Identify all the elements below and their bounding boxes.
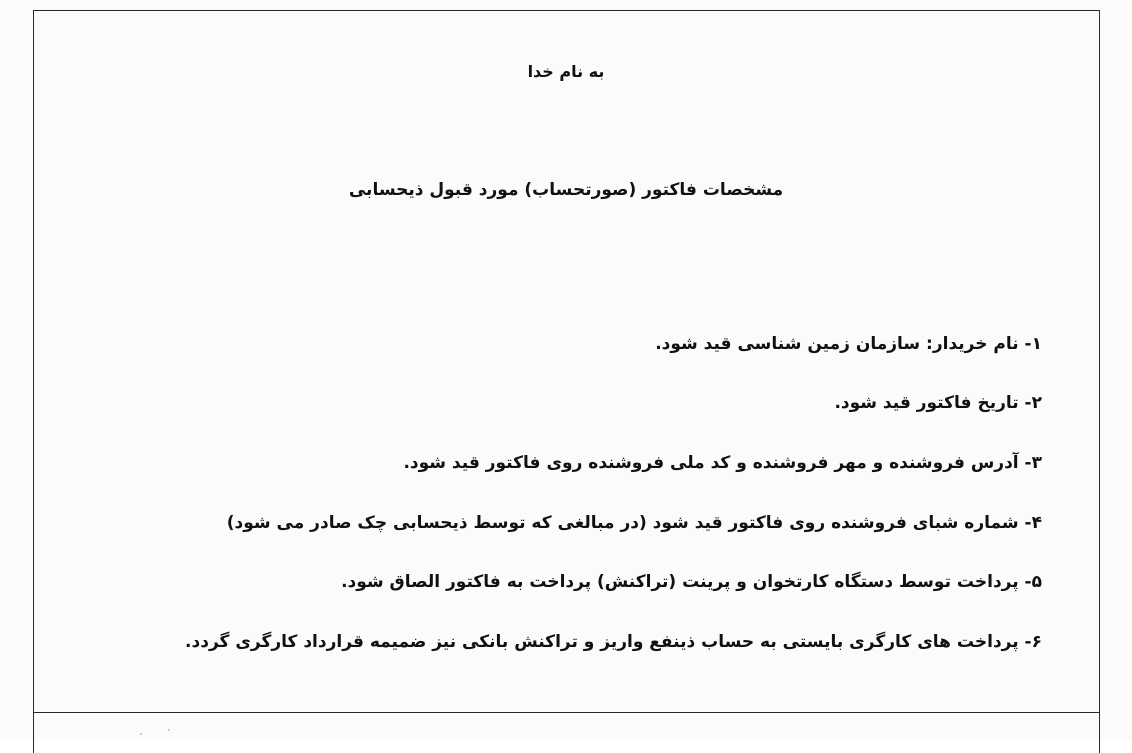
- document-border: [33, 10, 1100, 713]
- requirement-item-1: ۱- نام خریدار: سازمان زمین شناسی قید شود.: [655, 334, 1042, 354]
- bismillah-heading: به نام خدا: [527, 62, 605, 81]
- document-border-continuation: [33, 713, 1100, 753]
- scan-speck: [140, 733, 142, 735]
- document-title: مشخصات فاکتور (صورتحساب) مورد قبول ذیحسابی: [348, 180, 784, 200]
- requirement-item-4: ۴- شماره شبای فروشنده روی فاکتور قید شود (در مبالغی که توسط ذیحسابی چک صادر می شود): [226, 513, 1042, 533]
- requirement-item-3: ۳- آدرس فروشنده و مهر فروشنده و کد ملی فروشنده روی فاکتور قید شود.: [403, 453, 1042, 473]
- scan-speck: [168, 729, 170, 731]
- requirement-item-6: ۶- پرداخت های کارگری بایستی به حساب ذینفع واریز و تراکنش بانکی نیز ضمیمه قرارداد کارگری گردد.: [185, 632, 1042, 652]
- requirement-item-2: ۲- تاریخ فاکتور قید شود.: [834, 393, 1042, 413]
- requirement-item-5: ۵- پرداخت توسط دستگاه کارتخوان و پرینت (تراکنش) پرداخت به فاکتور الصاق شود.: [341, 572, 1042, 592]
